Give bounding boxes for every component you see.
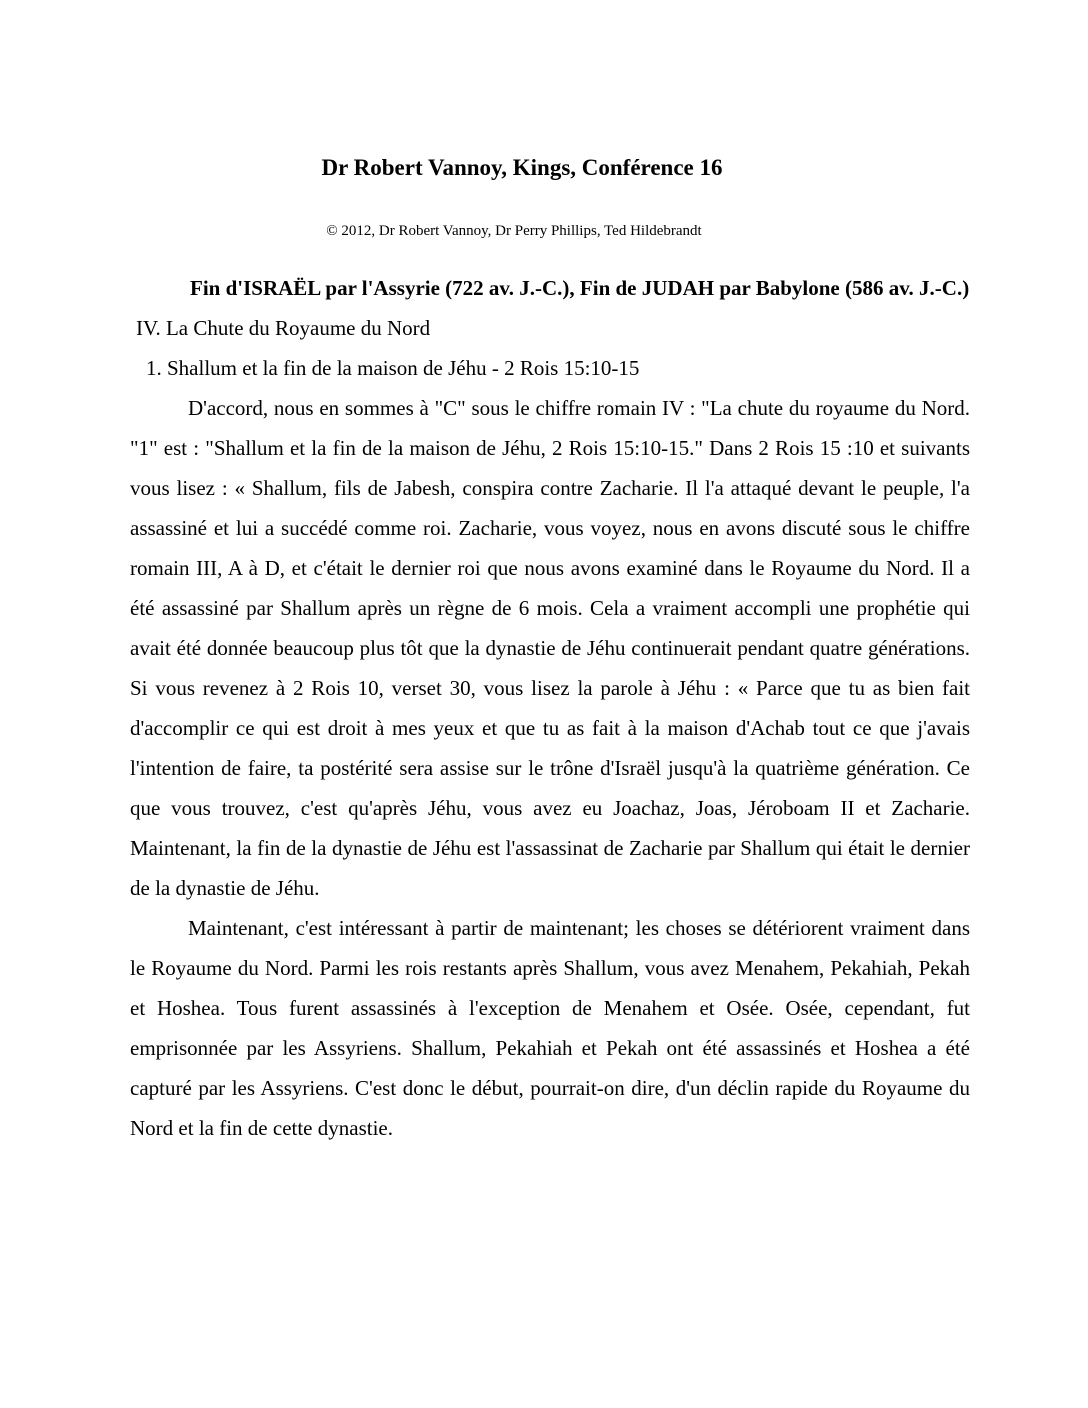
document-body xyxy=(130,268,970,1148)
subsection-heading: 1. Shallum et la fin de la maison de Jéhu - 2 Rois 15:10-15 xyxy=(146,356,640,380)
lecture-subtitle: Fin d'ISRAËL par l'Assyrie (722 av. J.-C.), Fin de JUDAH par Babylone (586 av. J.-C.) xyxy=(190,276,970,300)
copyright-line: © 2012, Dr Robert Vannoy, Dr Perry Phillips, Ted Hildebrandt xyxy=(326,223,702,239)
body-paragraph-1: D'accord, nous en sommes à "C" sous le chiffre romain IV : "La chute du royaume du Nord. "1" est : "Shallum et la fin de la maison de Jéhu, 2 Rois 15:10-15." Dans 2 Rois 15 :10 et suivants vous lisez : « Shallum, fils de Jabesh, conspira contre Zacharie. Il l'a attaqué devant le peuple, l'a assassiné et lui a succédé comme roi. Zacharie, vous voyez, nous en avons discuté sous le chiffre romain III, A à D, et c'était le dernier roi que nous avons examiné dans le Royaume du Nord. Il a été assassiné par Shallum après un règne de 6 mois. Cela a vraiment accompli une prophétie qui avait été donnée beaucoup plus tôt que la dynastie de Jéhu continuerait pendant quatre générations. Si vous revenez à 2 Rois 10, verset 30, vous lisez la parole à Jéhu : « Parce que tu as bien fait d'accomplir ce qui est droit à mes yeux et que tu as fait à la maison d'Achab tout ce que j'avais l'intention de faire, ta postérité sera assise sur le trône d'Israël jusqu'à la quatrième génération. Ce que vous trouvez, c'est qu'après Jéhu, vous avez eu Joachaz, Joas, Jéroboam II et Zacharie. Maintenant, la fin de la dynastie de Jéhu est l'assassinat de Zacharie par Shallum qui était le dernier de la dynastie de Jéhu. xyxy=(130,396,970,900)
section-heading: IV. La Chute du Royaume du Nord xyxy=(136,316,431,340)
body-paragraph-2: Maintenant, c'est intéressant à partir de maintenant; les choses se détériorent vraiment dans le Royaume du Nord. Parmi les rois restants après Shallum, vous avez Menahem, Pekahiah, Pekah et Hoshea. Tous furent assassinés à l'exception de Menahem et Osée. Osée, cependant, fut emprisonnée par les Assyriens. Shallum, Pekahiah et Pekah ont été assassinés et Hoshea a été capturé par les Assyriens. C'est donc le début, pourrait-on dire, d'un déclin rapide du Royaume du Nord et la fin de cette dynastie. xyxy=(130,916,970,1140)
document-title: Dr Robert Vannoy, Kings, Conférence 16 xyxy=(321,155,723,180)
